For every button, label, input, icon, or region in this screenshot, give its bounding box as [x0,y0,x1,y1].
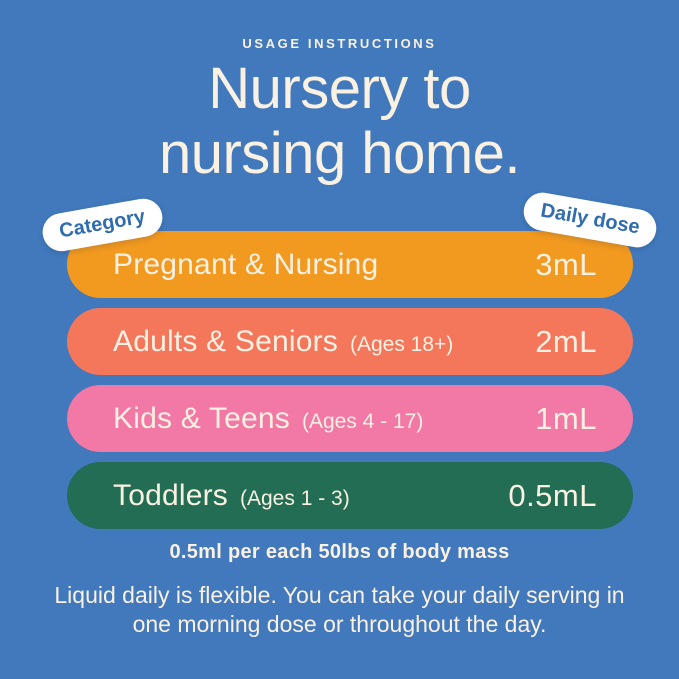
dosage-row-kids-teens [67,385,633,452]
dosage-table [67,231,633,539]
page-title-line2: nursing home. [158,121,521,186]
row-category-label: Pregnant & Nursing [113,247,379,281]
eyebrow-label: USAGE INSTRUCTIONS [242,36,437,51]
flexibility-note-line2: one morning dose or throughout the day. [132,611,547,637]
dosage-row-pregnant-nursing [67,231,633,298]
row-label-group [113,479,350,513]
row-dose-value: 0.5mL [508,477,597,513]
flexibility-note [0,581,679,639]
row-category-label: Toddlers [113,478,228,512]
page-title-line1: Nursery to [208,56,471,121]
category-column-tag: Category [40,196,165,254]
row-ages-label: (Ages 18+) [349,332,454,356]
row-dose-value: 1mL [535,400,597,436]
row-dose-value: 2mL [535,323,597,359]
flexibility-note-line1: Liquid daily is flexible. You can take your daily serving in [54,582,625,608]
row-category-label: Kids & Teens [113,401,290,435]
row-dose-value: 3mL [535,246,597,282]
row-label-group [113,325,453,359]
row-category-label: Adults & Seniors [113,324,338,358]
page-title [0,56,679,186]
row-ages-label: (Ages 4 - 17) [301,409,424,433]
row-label-group [113,402,423,436]
row-label-group [113,248,390,282]
dosage-row-toddlers [67,462,633,529]
row-ages-label: (Ages 1 - 3) [240,486,350,510]
body-mass-note: 0.5ml per each 50lbs of body mass [169,541,510,563]
daily-dose-column-tag: Daily dose [521,190,660,251]
dosage-row-adults-seniors [67,308,633,375]
